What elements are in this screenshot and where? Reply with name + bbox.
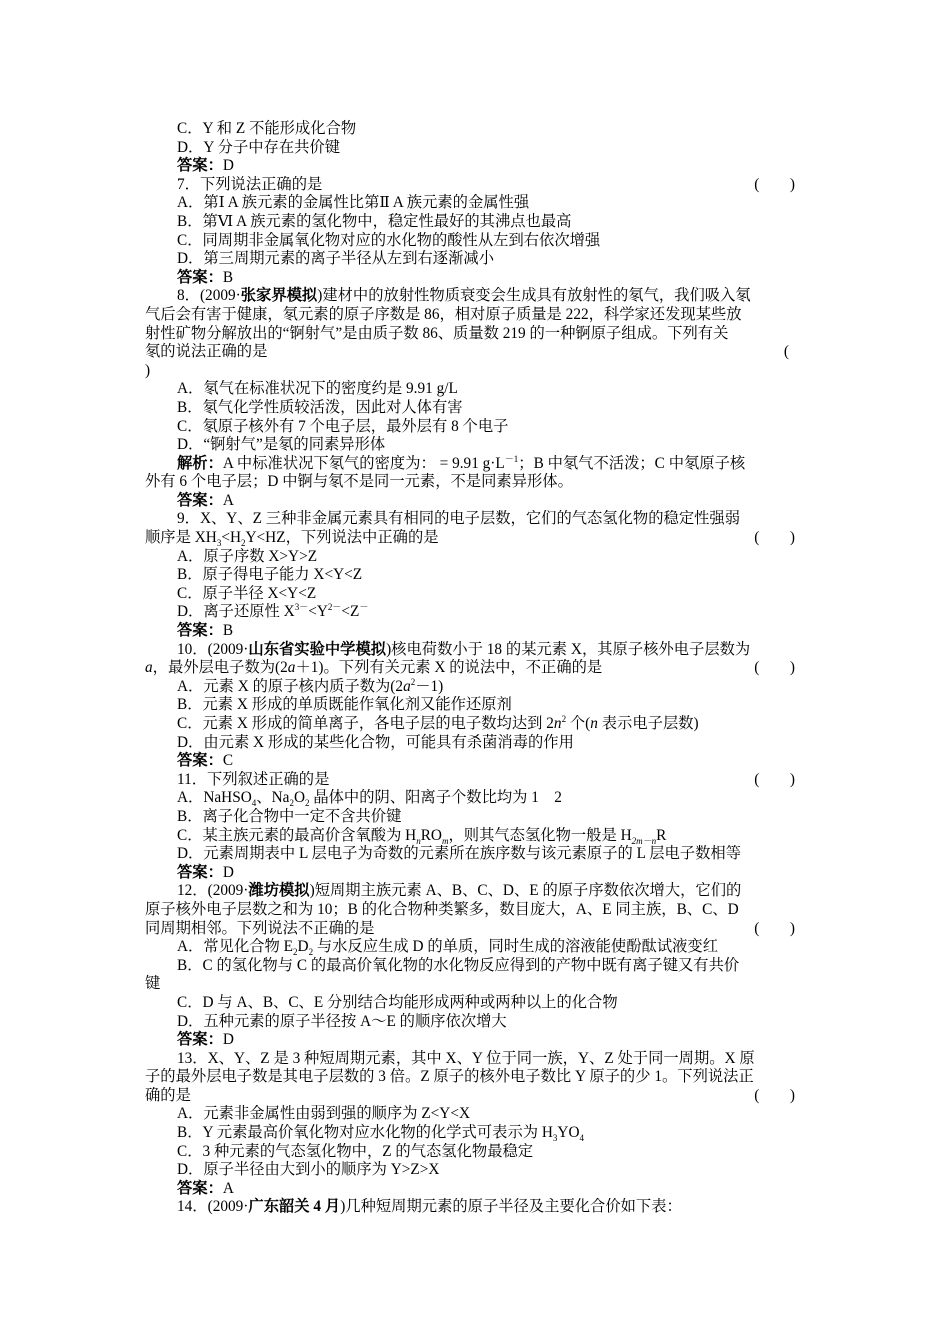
option-c: [145, 827, 805, 846]
option-text: B．元素 X 形成的单质既能作氧化剂又能作还原剂: [177, 696, 512, 714]
stem-text: 气后会有害于健康，氡元素的原子序数是 86，相对原子质量是 222，科学家还发现某些放: [145, 305, 742, 323]
option-a: [145, 789, 805, 808]
answer-label: 答案：: [177, 622, 223, 640]
answer-blank: ( ): [754, 770, 795, 788]
explanation-text: A 中标准状况下氡气的密度为： = 9.91 g·L: [222, 454, 505, 472]
option-d: [145, 603, 805, 622]
stem-text: )建材中的放射性物质衰变会生成具有放射性的氡气，我们吸入氡: [317, 287, 751, 305]
subscript: m: [441, 835, 449, 846]
question-stem-line: [145, 325, 805, 344]
stem-text: 11．下列叙述正确的是: [177, 770, 330, 788]
option-d: [145, 436, 805, 455]
stem-text: Y<HZ，下列说法中正确的是: [245, 529, 439, 547]
answer-value: C: [222, 752, 234, 770]
option-text: C．氡原子核外有 7 个电子层，最外层有 8 个电子: [177, 417, 509, 435]
option-c: [145, 418, 805, 437]
answer: [145, 1031, 805, 1050]
option-text: D．Y 分子中存在共价键: [177, 138, 341, 156]
question-stem: [145, 771, 805, 790]
option-d: [145, 845, 805, 864]
answer-label: 答案：: [177, 157, 223, 175]
option-text: A．常见化合物 E: [177, 938, 293, 956]
option-b: [145, 808, 805, 827]
italic-var: a: [287, 659, 296, 677]
option-d: [145, 1161, 805, 1180]
option-text: A．NaHSO: [177, 789, 252, 807]
explanation-text: 外有 6 个电子层；D 中锕与氡不是同一元素，不是同素异形体。: [145, 473, 573, 491]
superscript: 3－: [294, 602, 309, 613]
option-text: C．原子半径 X<Y<Z: [177, 584, 317, 602]
superscript: －: [359, 602, 369, 613]
subscript: 4: [579, 1133, 585, 1144]
option-text: C．D 与 A、B、C、E 分别结合均能形成两种或两种以上的化合物: [177, 993, 618, 1011]
option-text: R: [656, 826, 667, 844]
document-page: [145, 120, 805, 1217]
option-text: C．Y 和 Z 不能形成化合物: [177, 120, 357, 137]
option-text: ，则其气态氢化物一般是 H: [448, 826, 632, 844]
option-b: [145, 957, 805, 976]
answer-blank-close: ): [145, 361, 151, 379]
question-number: 8．(2009·: [177, 287, 241, 305]
answer-blank: ( ): [754, 175, 795, 193]
option-text: 键: [145, 975, 161, 993]
option-text: 表示电子层数): [597, 715, 699, 732]
italic-var: n: [590, 715, 598, 732]
option-text: A．元素非金属性由弱到强的顺序为 Z<Y<X: [177, 1105, 471, 1123]
explanation-line: [145, 473, 805, 492]
question-stem-line: [145, 920, 805, 939]
option-text: C．元素 X 形成的简单离子，各电子层的电子数均达到 2: [177, 715, 554, 732]
option-text: B．氡气化学性质较活泼，因此对人体有害: [177, 398, 463, 416]
question-stem: [145, 1050, 805, 1069]
option-c: [145, 1143, 805, 1162]
answer-value: B: [222, 268, 234, 286]
superscript: 2－: [327, 602, 342, 613]
question-stem-line: [145, 343, 805, 362]
option-b: [145, 1124, 805, 1143]
italic-var: a: [403, 677, 411, 695]
answer-label: 答案：: [177, 1179, 223, 1197]
question-source: 张家界模拟: [240, 287, 318, 305]
question-stem: [145, 176, 805, 195]
stem-text: <H: [221, 529, 241, 547]
question-source: 山东省实验中学模拟: [248, 640, 387, 658]
answer-blank: ( ): [754, 529, 795, 547]
question-stem-line: [145, 901, 805, 920]
option-a: [145, 194, 805, 213]
stem-text: 射性矿物分解放出的“锕射气”是由质子数 86、质量数 219 的一种锕原子组成。下列有关: [145, 324, 729, 342]
answer: [145, 1180, 805, 1199]
answer-label: 答案：: [177, 752, 223, 770]
answer: [145, 492, 805, 511]
answer-blank: ( ): [754, 919, 795, 937]
stem-text: 原子核外电子层数之和为 10；B 的化合物种类繁多，数目庞大，A、E 同主族，B、C、D: [145, 900, 739, 918]
question-stem-line: [145, 529, 805, 548]
option-d: [145, 734, 805, 753]
option-text: B．C 的氢化物与 C 的最高价氧化物的水化物反应得到的产物中既有离子键又有共价: [177, 956, 740, 974]
option-text: 与水反应生成 D 的单质，同时生成的溶液能使酚酞试液变红: [313, 938, 719, 956]
answer: [145, 864, 805, 883]
answer-value: B: [222, 622, 234, 640]
stem-text: )核电荷数小于 18 的某元素 X，其原子核外电子层数为: [386, 640, 751, 658]
option-text: D．“锕射气”是氡的同素异形体: [177, 436, 386, 454]
option-text: D．元素周期表中 L 层电子为奇数的元素所在族序数与该元素原子的 L 层电子数相等: [177, 845, 741, 863]
option-text: B．Y 元素最高价氧化物对应水化物的化学式可表示为 H: [177, 1124, 553, 1142]
option-d: [145, 1013, 805, 1032]
option-d: [145, 250, 805, 269]
subscript: 2: [241, 538, 246, 549]
stem-text: )几种短周期元素的原子半径及主要化合价如下表：: [340, 1198, 682, 1216]
subscript: 2: [305, 798, 310, 809]
option-text: D: [297, 938, 309, 956]
option-c: [145, 715, 805, 734]
question-number: 10．(2009·: [177, 640, 249, 658]
superscript: 2: [561, 713, 567, 724]
question-stem: [145, 641, 805, 660]
option-text: D．五种元素的原子半径按 A～E 的顺序依次增大: [177, 1012, 507, 1030]
option-b: [145, 696, 805, 715]
option-text: A．第Ⅰ A 族元素的金属性比第Ⅱ A 族元素的金属性强: [177, 194, 530, 212]
answer-value: D: [222, 1031, 234, 1049]
question-stem-line: [145, 306, 805, 325]
stem-text: ，最外层电子数为(2: [152, 659, 288, 677]
question-stem: [145, 510, 805, 529]
answer-label: 答案：: [177, 1031, 223, 1049]
option-c: [145, 994, 805, 1013]
option-text: C．3 种元素的气态氢化物中，Z 的气态氢化物最稳定: [177, 1142, 534, 1160]
option-text: D．离子还原性 X: [177, 603, 295, 621]
option-text: 个(: [566, 715, 591, 732]
stem-text: 子的最外层电子数是其电子层数的 3 倍。Z 原子的核外电子数比 Y 原子的少 1。下列说法正: [145, 1068, 754, 1086]
answer: [145, 157, 805, 176]
option-a: [145, 678, 805, 697]
option-text: B．原子得电子能力 X<Y<Z: [177, 566, 363, 584]
explanation-label: 解析：: [177, 454, 223, 472]
answer-value: A: [222, 1179, 234, 1197]
option-text: D．原子半径由大到小的顺序为 Y>Z>X: [177, 1161, 440, 1179]
subscript: 2: [308, 947, 314, 958]
option-a: [145, 548, 805, 567]
option-b: [145, 213, 805, 232]
answer-label: 答案：: [177, 491, 223, 509]
stem-text: 顺序是 XH: [145, 529, 217, 547]
superscript: 2: [410, 676, 416, 687]
italic-var: a: [145, 659, 153, 677]
explanation-text: ；B 中氡气不活泼；C 中氡原子核: [518, 454, 746, 472]
option-a: [145, 938, 805, 957]
option-text: RO: [420, 826, 442, 844]
option-c: [145, 585, 805, 604]
answer-value: D: [222, 863, 234, 881]
answer: [145, 752, 805, 771]
question-number: 14．(2009·: [177, 1198, 249, 1216]
explanation: [145, 455, 805, 474]
stem-text: 13．X、Y、Z 是 3 种短周期元素，其中 X、Y 位于同一族，Y、Z 处于同一周期。X 原: [177, 1049, 755, 1067]
superscript: －1: [504, 453, 519, 464]
answer-blank: ( ): [754, 1086, 795, 1104]
stem-text: 同周期相邻。下列说法不正确的是: [145, 919, 375, 937]
subscript: 2m－n: [631, 835, 657, 846]
option-text: YO: [557, 1124, 580, 1142]
option-a: [145, 380, 805, 399]
answer-blank: ( ): [754, 659, 795, 677]
answer: [145, 622, 805, 641]
answer-label: 答案：: [177, 863, 223, 881]
option-text: O: [293, 789, 305, 807]
option-c: [145, 120, 805, 139]
question-stem: [145, 882, 805, 901]
question-source: 广东韶关 4 月: [248, 1198, 341, 1216]
option-text: 、Na: [256, 789, 290, 807]
stem-text: 9．X、Y、Z 三种非金属元素具有相同的电子层数，它们的气态氢化物的稳定性强弱: [177, 510, 741, 528]
answer-blank-open: (: [783, 343, 789, 361]
question-source: 潍坊模拟: [248, 882, 310, 900]
stem-text: 确的是: [145, 1086, 191, 1104]
option-text: D．由元素 X 形成的某些化合物，可能具有杀菌消毒的作用: [177, 733, 574, 751]
answer: [145, 269, 805, 288]
option-text: 晶体中的阴、阳离子个数比均为 1 2: [309, 789, 562, 807]
option-c: [145, 232, 805, 251]
question-stem-line: [145, 1087, 805, 1106]
option-b-cont: [145, 975, 805, 994]
option-text: <Z: [341, 603, 360, 621]
option-text: B．离子化合物中一定不含共价键: [177, 807, 402, 825]
answer-label: 答案：: [177, 268, 223, 286]
question-stem-line: [145, 659, 805, 678]
question-stem: [145, 287, 805, 306]
stem-text: )短周期主族元素 A、B、C、D、E 的原子序数依次增大，它们的: [309, 882, 742, 900]
option-b: [145, 566, 805, 585]
option-text: C．同周期非金属氧化物对应的水化物的酸性从左到右依次增强: [177, 231, 601, 249]
answer-value: A: [222, 491, 234, 509]
question-stem-line: [145, 1068, 805, 1087]
option-text: <Y: [308, 603, 328, 621]
stem-text: ＋1)。下列有关元素 X 的说法中，不正确的是: [295, 659, 603, 677]
option-text: D．第三周期元素的离子半径从左到右逐渐减小: [177, 250, 494, 268]
subscript: 3: [216, 538, 222, 549]
option-a: [145, 1105, 805, 1124]
option-d: [145, 139, 805, 158]
option-text: C．某主族元素的最高价含氧酸为 H: [177, 826, 417, 844]
subscript: 3: [552, 1133, 558, 1144]
subscript: 2: [289, 798, 294, 809]
subscript: 4: [251, 798, 257, 809]
answer-value: D: [222, 157, 234, 175]
subscript: n: [416, 835, 421, 846]
question-stem: [145, 1198, 805, 1217]
answer-blank-line: [145, 362, 805, 381]
stem-text: 7．下列说法正确的是: [177, 175, 323, 193]
option-text: A．氡气在标准状况下的密度约是 9.91 g/L: [177, 380, 458, 398]
option-text: B．第Ⅵ A 族元素的氢化物中，稳定性最好的其沸点也最高: [177, 212, 572, 230]
subscript: 2: [293, 947, 298, 958]
option-text: －1): [415, 677, 444, 695]
option-text: A．元素 X 的原子核内质子数为(2: [177, 677, 404, 695]
option-b: [145, 399, 805, 418]
question-number: 12．(2009·: [177, 882, 249, 900]
italic-var: n: [553, 715, 562, 732]
option-text: A．原子序数 X>Y>Z: [177, 547, 318, 565]
stem-text: 氡的说法正确的是: [145, 343, 268, 361]
